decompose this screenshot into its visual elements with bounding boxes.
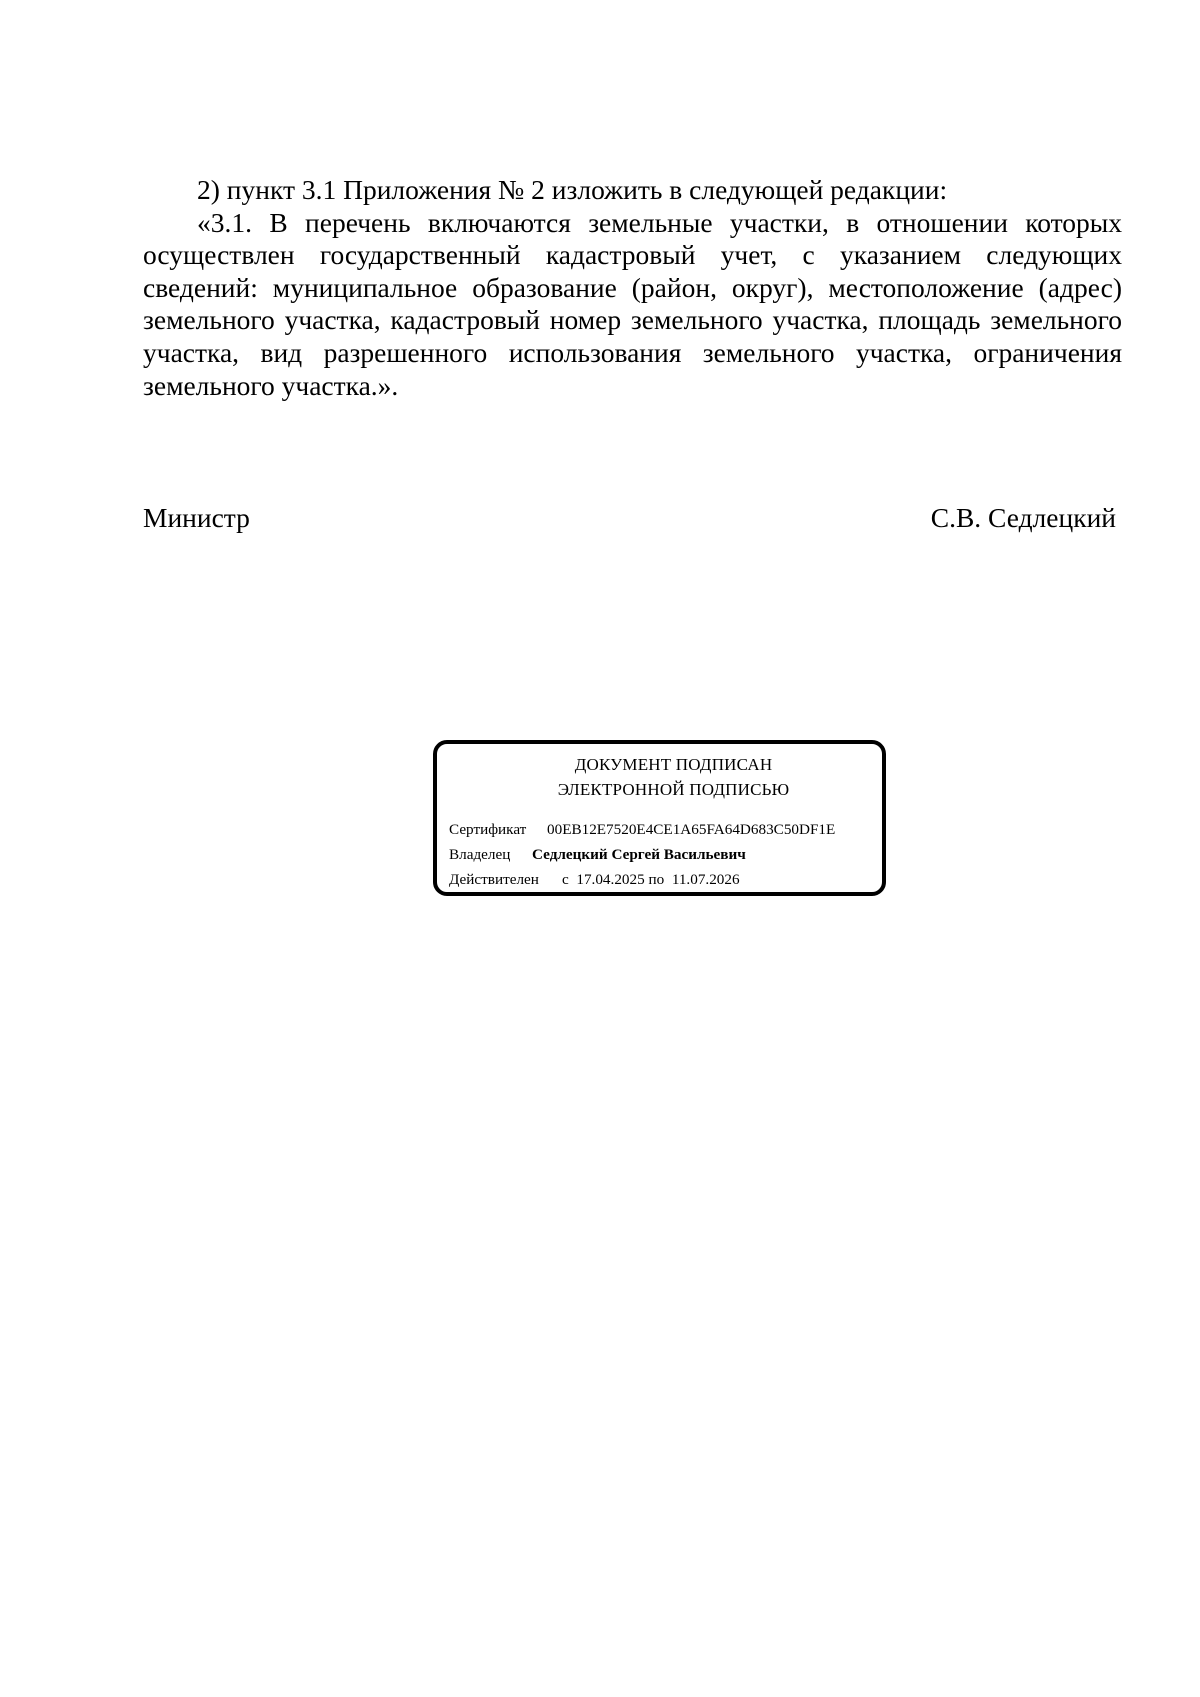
owner-value: Седлецкий Сергей Васильевич (532, 846, 746, 863)
valid-to-date: 11.07.2026 (671, 871, 740, 888)
valid-to-prefix: по (648, 871, 665, 888)
valid-label: Действителен (449, 871, 539, 888)
certificate-label: Сертификат (449, 821, 527, 838)
stamp-validity-row (449, 871, 740, 889)
signatory-name: С.В. Седлецкий (930, 502, 1116, 533)
valid-from-prefix: с (562, 871, 569, 888)
document-body (143, 174, 1122, 402)
owner-label: Владелец (449, 846, 511, 863)
stamp-owner-row (449, 846, 746, 864)
electronic-signature-stamp (433, 740, 886, 896)
paragraph-amendment: 2) пункт 3.1 Приложения № 2 изложить в следующей редакции: (197, 174, 948, 205)
valid-from-date: 17.04.2025 (576, 871, 645, 888)
stamp-title-line-2: ЭЛЕКТРОННОЙ ПОДПИСЬЮ (557, 780, 790, 799)
signatory-position: Министр (143, 502, 250, 533)
stamp-title-line-1: ДОКУМЕНТ ПОДПИСАН (574, 755, 773, 774)
stamp-certificate-row (449, 821, 835, 839)
certificate-value: 00EB12E7520E4CE1A65FA64D683C50DF1E (547, 821, 836, 838)
paragraph-item-3-1: «3.1. В перечень включаются земельные участки, в отношении которых осуществлен государственный кадастровый учет, с указанием следующих сведений: муниципальное образование (район, округ), местоположение (адрес) земельного участка, кадастровый номер земельного участка, площадь земельного участка, вид разрешенного использования земельного участка, ограничения земельного участка.». (143, 206, 1122, 401)
signature-line (143, 502, 1116, 534)
